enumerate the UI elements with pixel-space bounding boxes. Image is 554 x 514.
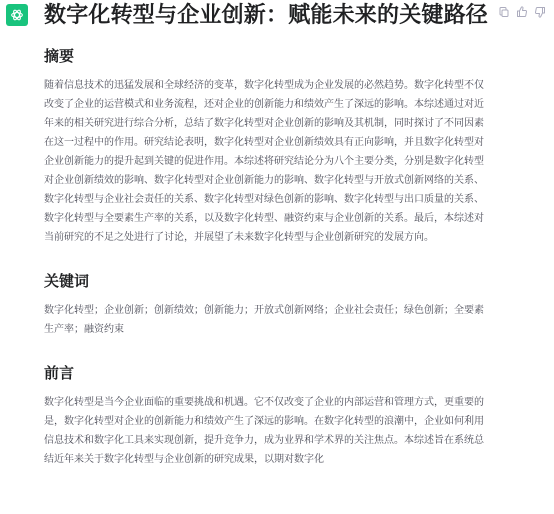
copy-button[interactable] (497, 5, 511, 19)
introduction-heading: 前言 (44, 364, 75, 382)
assistant-avatar (6, 4, 28, 26)
thumbs-down-icon (534, 6, 546, 18)
keywords-heading: 关键词 (44, 272, 90, 290)
thumbs-down-button[interactable] (533, 5, 547, 19)
introduction-body: 数字化转型是当今企业面临的重要挑战和机遇。它不仅改变了企业的内部运营和管理方式，更重要的是，数字化转型对企业的创新能力和绩效产生了深远的影响。在数字化转型的浪潮中，企业如何利用信息技术和数字化工具来实现创新，提升竞争力，成为业界和学术界的关注焦点。本综述旨在系统总结近年来关于数字化转型与企业创新的研究成果，以期对数字化 (44, 397, 484, 465)
article-title: 数字化转型与企业创新：赋能未来的关键路径 (44, 3, 489, 28)
keywords-body: 数字化转型；企业创新；创新绩效；创新能力；开放式创新网络；企业社会责任；绿色创新；全要素生产率；融资约束 (44, 305, 484, 335)
openai-logo-icon (9, 7, 25, 23)
message-actions (497, 5, 547, 19)
abstract-heading: 摘要 (44, 47, 75, 65)
thumbs-up-icon (516, 6, 528, 18)
message-content (44, 0, 492, 469)
copy-icon (498, 6, 510, 18)
thumbs-up-button[interactable] (515, 5, 529, 19)
abstract-body: 随着信息技术的迅猛发展和全球经济的变革，数字化转型成为企业发展的必然趋势。数字化转型不仅改变了企业的运营模式和业务流程，还对企业的创新能力和绩效产生了深远的影响。本综述通过对近年来的相关研究进行综合分析，总结了数字化转型对企业创新的影响及其机制，同时探讨了不同因素在这一过程中的作用。研究结论表明，数字化转型对企业创新绩效具有正向影响，并且数字化转型对企业创新能力的提升起到关键的促进作用。本综述将研究结论分为八个主要分类，分别是数字化转型对企业创新绩效的影响、数字化转型对企业创新能力的影响、数字化转型与开放式创新网络的关系、数字化转型与企业社会责任的关系、数字化转型对绿色创新的影响、数字化转型与出口质量的关系、数字化转型与全要素生产率的关系，以及数字化转型、融资约束与企业创新的关系。最后，本综述对当前研究的不足之处进行了讨论，并展望了未来数字化转型与企业创新研究的发展方向。 (44, 80, 484, 243)
